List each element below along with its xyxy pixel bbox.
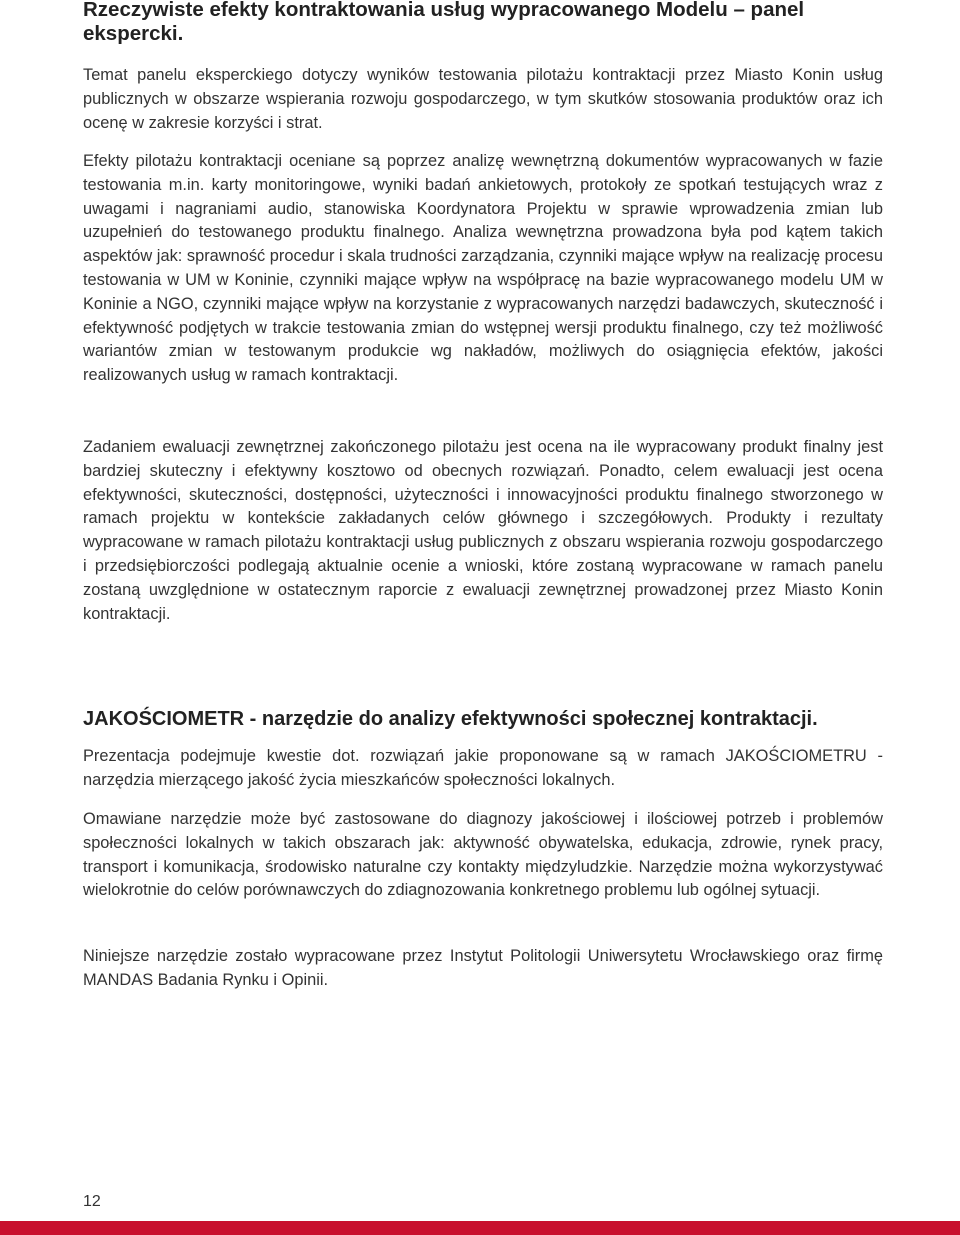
paragraph-pilot-effects: Efekty pilotażu kontraktacji oceniane są poprzez analizę wewnętrzną dokumentów wypracowanych w fazie testowania m.in. karty monitoringowe, wyniki badań ankietowych, protokoły ze spotkań testujących wraz z uwagami i nagraniami audio, stanowiska Koordynatora Projektu w sprawie wprowadzenia zmian lub uzupełnień do testowanego produktu finalnego. Analiza wewnętrzna prowadzona była pod kątem takich aspektów jak: sprawność procedur i skala trudności zarządzania, czynniki mające wpływ na realizację procesu testowania w UM w Koninie, czynniki mające wpływ na współpracę na bazie wypracowanego modelu UM w Koninie a NGO, czynniki mające wpływ na korzystanie z wypracowanych narzędzi badawczych, skuteczność i efektywność podjętych w trakcie testowania zmian do wstępnej wersji produktu finalnego, czy też możliwość wariantów zmian w testowanym produkcie wg nakładów, możliwych do osiągnięcia efektów, jakości realizowanych usług w ramach kontraktacji.: [83, 152, 883, 385]
section-heading-jakosciometr: JAKOŚCIOMETR - narzędzie do analizy efektywności społecznej kontraktacji.: [83, 708, 818, 730]
paragraph-tool-authors: Niniejsze narzędzie zostało wypracowane przez Instytut Politologii Uniwersytetu Wrocławskiego oraz firmę MANDAS Badania Rynku i Opinii.: [83, 947, 883, 989]
page-number: 12: [83, 1193, 101, 1210]
paragraph-presentation: Prezentacja podejmuje kwestie dot. rozwiązań jakie proponowane są w ramach JAKOŚCIOMETRU - narzędzia mierzącego jakość życia mieszkańców społeczności lokalnych.: [83, 747, 883, 789]
footer-accent-bar: [0, 1221, 960, 1235]
paragraph-external-evaluation: Zadaniem ewaluacji zewnętrznej zakończonego pilotażu jest ocena na ile wypracowany produkt finalny jest bardziej skuteczny i efektywny kosztowo od obecnych rozwiązań. Ponadto, celem ewaluacji jest ocena efektywności, skuteczności, dostępności, użyteczności i innowacyjności produktu finalnego stworzonego w ramach projektu w kontekście zakładanych celów głównego i szczegółowych. Produkty i rezultaty wypracowane w ramach pilotażu kontraktacji usług publicznych z obszaru wspierania rozwoju gospodarczego i przedsiębiorczości podlegają aktualnie ocenie a wnioski, które zostaną wypracowane w ramach panelu zostaną uwzględnione w ostatecznym raporcie z ewaluacji zewnętrznej prowadzonej przez Miasto Konin kontraktacji.: [83, 438, 883, 623]
section-heading-panel: Rzeczywiste efekty kontraktowania usług wypracowanego Modelu – panel ekspercki.: [83, 0, 805, 45]
paragraph-panel-topic: Temat panelu eksperckiego dotyczy wyników testowania pilotażu kontraktacji przez Miasto Konin usług publicznych w obszarze wspierania rozwoju gospodarczego, w tym skutków stosowania produktów oraz ich ocenę w zakresie korzyści i strat.: [83, 66, 883, 132]
paragraph-tool-usage: Omawiane narzędzie może być zastosowane do diagnozy jakościowej i ilościowej potrzeb i problemów społeczności lokalnych w takich obszarach jak: aktywność obywatelska, edukacja, zdrowie, rynek pracy, transport i komunikacja, środowisko naturalne czy kontakty międzyludzkie. Narzędzie można wykorzystywać wielokrotnie do celów porównawczych do zdiagnozowania konkretnego problemu lub ogólnej sytuacji.: [83, 810, 883, 900]
